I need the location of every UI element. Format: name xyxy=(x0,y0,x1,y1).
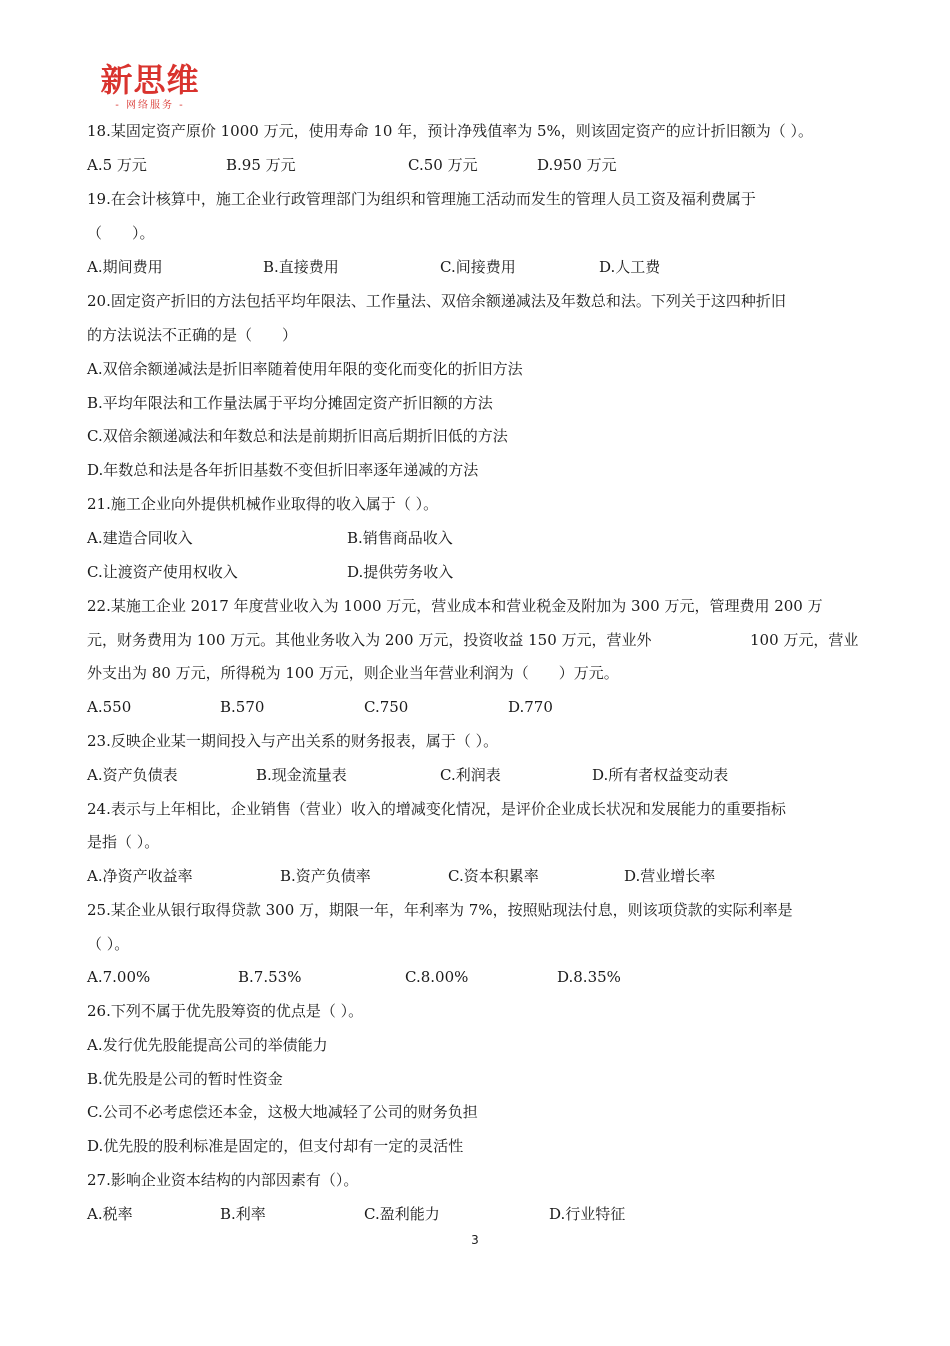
q22-option-b: B.570 xyxy=(220,698,265,716)
question-22-stem-line2b: 100 万元，营业 xyxy=(750,631,859,649)
q19-option-a: A.期间费用 xyxy=(87,258,163,276)
q20-option-d: D.年数总和法是各年折旧基数不变但折旧率逐年递减的方法 xyxy=(87,461,479,479)
logo-title: 新思维 xyxy=(100,61,200,99)
q18-option-b: B.95 万元 xyxy=(226,156,296,174)
q23-option-b: B.现金流量表 xyxy=(256,766,347,784)
q26-option-a: A.发行优先股能提高公司的举债能力 xyxy=(87,1036,328,1054)
q21-option-a: A.建造合同收入 xyxy=(87,529,193,547)
page-number: 3 xyxy=(471,1233,479,1247)
q22-option-c: C.750 xyxy=(364,698,409,716)
q27-option-a: A.税率 xyxy=(87,1205,133,1223)
question-22-stem-line3: 外支出为 80 万元，所得税为 100 万元，则企业当年营业利润为（ ）万元。 xyxy=(87,664,619,682)
q26-option-d: D.优先股的股利标准是固定的，但支付却有一定的灵活性 xyxy=(87,1137,464,1155)
q24-option-a: A.净资产收益率 xyxy=(87,867,193,885)
q24-option-c: C.资本积累率 xyxy=(448,867,539,885)
question-27-stem: 27.影响企业资本结构的内部因素有（）。 xyxy=(87,1171,359,1189)
question-19-stem-line1: 19.在会计核算中，施工企业行政管理部门为组织和管理施工活动而发生的管理人员工资及福利费属于 xyxy=(87,190,756,208)
q19-option-c: C.间接费用 xyxy=(440,258,516,276)
q18-option-a: A.5 万元 xyxy=(87,156,147,174)
q24-option-b: B.资产负债率 xyxy=(280,867,371,885)
question-21-stem: 21.施工企业向外提供机械作业取得的收入属于（ ）。 xyxy=(87,495,439,513)
question-22-stem-line2a: 元，财务费用为 100 万元。其他业务收入为 200 万元，投资收益 150 万元，营业外 xyxy=(87,631,652,649)
q20-option-a: A.双倍余额递减法是折旧率随着使用年限的变化而变化的折旧方法 xyxy=(87,360,523,378)
question-18-stem: 18.某固定资产原价 1000 万元，使用寿命 10 年，预计净残值率为 5%，则该固定资产的应计折旧额为（ ）。 xyxy=(87,122,814,140)
question-26-stem: 26.下列不属于优先股筹资的优点是（ ）。 xyxy=(87,1002,364,1020)
logo-subtitle: - 网络服务 - xyxy=(115,100,185,111)
question-20-stem-line2: 的方法说法不正确的是（ ） xyxy=(87,326,298,344)
q26-option-c: C.公司不必考虑偿还本金，这极大地减轻了公司的财务负担 xyxy=(87,1103,478,1121)
question-23-stem: 23.反映企业某一期间投入与产出关系的财务报表，属于（ ）。 xyxy=(87,732,499,750)
q23-option-d: D.所有者权益变动表 xyxy=(592,766,729,784)
logo xyxy=(94,62,206,112)
q25-option-b: B.7.53% xyxy=(238,968,302,986)
question-19-stem-line2: （ ）。 xyxy=(87,224,155,242)
q27-option-c: C.盈利能力 xyxy=(364,1205,440,1223)
q21-option-d: D.提供劳务收入 xyxy=(347,563,454,581)
q22-option-a: A.550 xyxy=(87,698,132,716)
q18-option-c: C.50 万元 xyxy=(408,156,478,174)
question-25-stem-line1: 25.某企业从银行取得贷款 300 万，期限一年，年利率为 7%，按照贴现法付息，则该项贷款的实际利率是 xyxy=(87,901,793,919)
q19-option-d: D.人工费 xyxy=(599,258,661,276)
question-20-stem-line1: 20.固定资产折旧的方法包括平均年限法、工作量法、双倍余额递减法及年数总和法。下列关于这四种折旧 xyxy=(87,292,786,310)
q26-option-b: B.优先股是公司的暂时性资金 xyxy=(87,1070,283,1088)
q25-option-d: D.8.35% xyxy=(557,968,621,986)
q20-option-c: C.双倍余额递减法和年数总和法是前期折旧高后期折旧低的方法 xyxy=(87,427,508,445)
q21-option-b: B.销售商品收入 xyxy=(347,529,453,547)
question-24-stem-line1: 24.表示与上年相比，企业销售（营业）收入的增减变化情况，是评价企业成长状况和发展能力的重要指标 xyxy=(87,800,786,818)
q18-option-d: D.950 万元 xyxy=(537,156,617,174)
q27-option-b: B.利率 xyxy=(220,1205,266,1223)
q19-option-b: B.直接费用 xyxy=(263,258,339,276)
q23-option-a: A.资产负债表 xyxy=(87,766,178,784)
q27-option-d: D.行业特征 xyxy=(549,1205,626,1223)
q21-option-c: C.让渡资产使用权收入 xyxy=(87,563,238,581)
q25-option-c: C.8.00% xyxy=(405,968,469,986)
q20-option-b: B.平均年限法和工作量法属于平均分摊固定资产折旧额的方法 xyxy=(87,394,493,412)
q23-option-c: C.利润表 xyxy=(440,766,501,784)
question-22-stem-line1: 22.某施工企业 2017 年度营业收入为 1000 万元，营业成本和营业税金及附加为 300 万元，管理费用 200 万 xyxy=(87,597,823,615)
q22-option-d: D.770 xyxy=(508,698,553,716)
question-25-stem-line2: （ ）。 xyxy=(87,935,130,953)
q25-option-a: A.7.00% xyxy=(87,968,151,986)
question-24-stem-line2: 是指（ ）。 xyxy=(87,833,160,851)
q24-option-d: D.营业增长率 xyxy=(624,867,716,885)
